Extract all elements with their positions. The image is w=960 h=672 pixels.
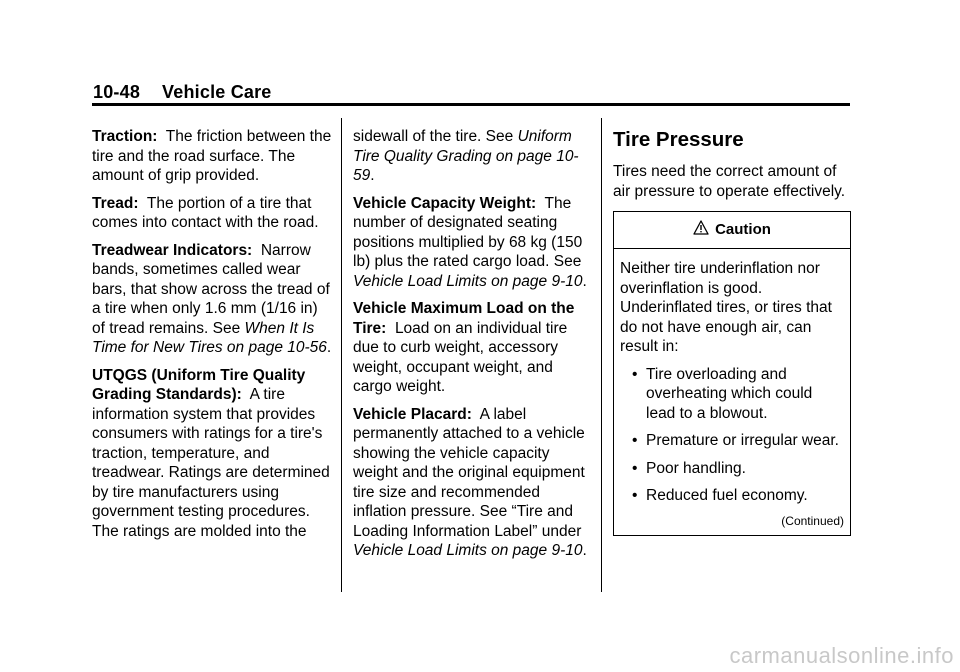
caution-title: Caution [715, 221, 771, 239]
definition-tread [92, 194, 332, 233]
definition-continued: sidewall of the tire. See Uniform Tire Quality Grading on page 10-59. [353, 128, 579, 184]
caution-header [614, 212, 850, 249]
column-divider-2 [601, 118, 602, 592]
definition-text: A label permanently attached to a vehicle showing the vehicle capacity weight and the original equipment tire size and recommended inflation pressure. See “Tire and Loading Information Label” under [353, 405, 585, 540]
definition-vehicle-maximum-load [353, 299, 593, 397]
column-3 [613, 128, 853, 536]
list-item: • Reduced fuel economy. [620, 486, 844, 506]
list-item: • Poor handling. [620, 459, 844, 479]
term: Traction: [92, 128, 158, 145]
section-title: Vehicle Care [162, 82, 272, 102]
column-2 [353, 127, 593, 569]
page-number: 10-48 [93, 82, 141, 102]
definition-vehicle-capacity-weight: Vehicle Capacity Weight: The number of designated seating positions multiplied by 68 kg (150 lb) plus the rated cargo load. See Vehicle Load Limits on page 9-10. [353, 194, 587, 290]
list-item: • Tire overloading and overheating which could lead to a blowout. [620, 365, 844, 424]
term: Treadwear Indicators: [92, 241, 253, 259]
caution-icon [693, 220, 709, 241]
definition-vehicle-placard: Vehicle Placard: A label permanently attached to a vehicle showing the vehicle capacity weight and the original equipment tire size and recommended inflation pressure. See “Tire and Loading Information Label” under Vehicle Load Limits on page 9-10. [353, 405, 587, 559]
term: UTQGS (Uniform Tire Quality Grading Standards): [92, 366, 306, 403]
term: Tread: [92, 194, 139, 212]
definition-text: The portion of a tire that comes into contact with the road. [92, 194, 319, 231]
page-reference: Vehicle Load Limits on page 9-10 [353, 272, 583, 290]
list-item: • Premature or irregular wear. [620, 431, 844, 451]
intro-text: Tires need the correct amount of air pressure to operate effectively. [613, 163, 846, 200]
caution-box [613, 211, 851, 536]
definition-text: A tire information system that provides consumers with ratings for a tire's traction, temperature, and treadwear. Ratings are determined by tire manufacturers using government testing procedures. The ratings are molded into the [92, 386, 330, 540]
definition-text: Narrow bands, sometimes called wear bars, that show across the tread of a tire when only 1.6 mm (1/16 in) of tread remains. See [92, 241, 330, 337]
definition-utqgs [92, 366, 332, 542]
term: Vehicle Maximum Load on the Tire: [353, 300, 575, 337]
term: Vehicle Capacity Weight: [353, 194, 537, 212]
column-1 [92, 127, 332, 549]
caution-list [620, 365, 844, 506]
caution-body [614, 249, 850, 535]
definition-text: Load on an individual tire due to curb weight, accessory weight, occupant weight, and cargo weight. [353, 319, 568, 395]
watermark: carmanualsonline.info [729, 643, 954, 668]
definition-text: The number of designated seating positions multiplied by 68 kg (150 lb) plus the rated cargo load. See [353, 194, 583, 270]
definition-text: The friction between the tire and the road surface. The amount of grip provided. [92, 128, 332, 184]
column-divider-1 [341, 118, 342, 592]
page-reference: When It Is Time for New Tires on page 10-56 [92, 319, 327, 356]
continued-label: (Continued) [781, 513, 844, 528]
page-reference: Uniform Tire Quality Grading on page 10-59 [353, 128, 579, 184]
term: Vehicle Placard: [353, 405, 472, 423]
page-reference: Vehicle Load Limits on page 9-10 [353, 542, 583, 559]
page-header [93, 82, 272, 103]
section-heading: Tire Pressure [613, 128, 744, 151]
caution-text: Neither tire underinflation nor overinflation is good. Underinflated tires, or tires that do not have enough air, can result in: [620, 260, 832, 355]
definition-treadwear-indicators: Treadwear Indicators: Narrow bands, sometimes called wear bars, that show across the tread of a tire when only 1.6 mm (1/16 in) of tread remains. See When It Is Time for New Tires on page 10-56. [92, 241, 332, 356]
definition-traction [92, 127, 332, 186]
header-rule [92, 103, 850, 106]
